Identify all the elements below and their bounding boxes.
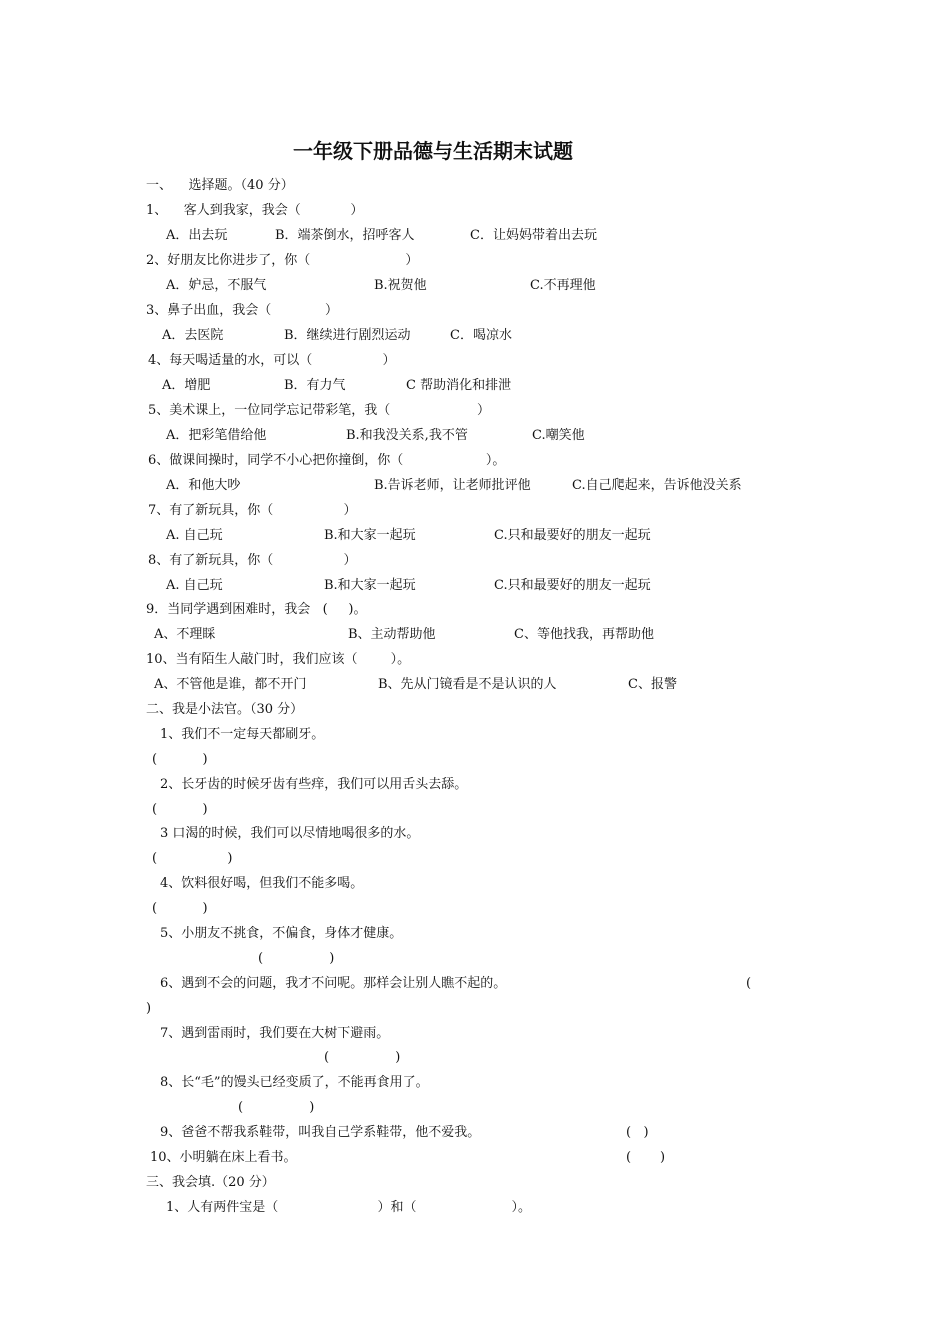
question-4-option-a: A．增肥 xyxy=(162,378,211,393)
question-9-option-c: C、等他找我，再帮助他 xyxy=(514,627,654,642)
question-4-option-b: B．有力气 xyxy=(284,378,346,393)
question-3-option-c: C．喝凉水 xyxy=(450,328,512,343)
question-2-option-a: A．妒忌，不服气 xyxy=(166,278,267,293)
question-10-option-b: B、先从门镜看是不是认识的人 xyxy=(378,677,557,692)
question-6-option-c: C.自己爬起来，告诉他没关系 xyxy=(572,478,742,493)
question-5-option-b: B.和我没关系,我不管 xyxy=(346,428,468,443)
question-10-option-a: A、不管他是谁，都不开门 xyxy=(154,677,307,692)
judge-10-statement: 10、小明躺在床上看书。 xyxy=(150,1150,297,1165)
page-title: 一年级下册品德与生活期末试题 xyxy=(293,139,573,163)
judge-5-statement: 5、小朋友不挑食，不偏食，身体才健康。 xyxy=(160,926,403,941)
section-heading-judge: 二、我是小法官。（30 分） xyxy=(146,702,304,717)
question-4-option-c: C 帮助消化和排泄 xyxy=(406,378,512,393)
judge-8-answer-blank: ( ) xyxy=(238,1100,315,1115)
question-3-option-a: A．去医院 xyxy=(162,328,224,343)
question-5-stem: 5、美术课上，一位同学忘记带彩笔，我（ ） xyxy=(148,403,491,418)
judge-5-answer-blank: ( ) xyxy=(258,951,335,966)
judge-6-answer-open: ( xyxy=(746,976,752,991)
judge-6-statement: 6、遇到不会的问题，我才不问呢。那样会让别人瞧不起的。 xyxy=(160,976,507,991)
question-2-stem: 2、好朋友比你进步了，你（ ） xyxy=(146,253,419,268)
question-6-option-a: A．和他大吵 xyxy=(166,478,241,493)
question-9-stem: 9．当同学遇到困难时，我会 ( )。 xyxy=(146,602,367,617)
question-8-option-c: C.只和最要好的朋友一起玩 xyxy=(494,578,651,593)
question-9-option-a: A、不理睬 xyxy=(154,627,216,642)
section-heading-choice: 一、 选择题。（40 分） xyxy=(146,178,294,193)
question-6-option-b: B.告诉老师，让老师批评他 xyxy=(374,478,531,493)
question-8-stem: 8、有了新玩具，你（ ） xyxy=(148,553,357,568)
question-7-option-c: C.只和最要好的朋友一起玩 xyxy=(494,528,651,543)
question-3-option-b: B．继续进行剧烈运动 xyxy=(284,328,411,343)
question-7-option-b: B.和大家一起玩 xyxy=(324,528,416,543)
judge-9-statement: 9、爸爸不帮我系鞋带，叫我自己学系鞋带，他不爱我。 xyxy=(160,1125,481,1140)
question-2-option-c: C.不再理他 xyxy=(530,278,596,293)
question-1-option-b: B．端茶倒水，招呼客人 xyxy=(275,228,415,243)
question-2-option-b: B.祝贺他 xyxy=(374,278,427,293)
judge-2-answer-blank: ( ) xyxy=(152,802,208,817)
judge-8-statement: 8、长“毛”的馒头已经变质了，不能再食用了。 xyxy=(160,1075,429,1090)
question-3-stem: 3、鼻子出血，我会（ ） xyxy=(146,303,338,318)
judge-7-statement: 7、遇到雷雨时，我们要在大树下避雨。 xyxy=(160,1026,390,1041)
question-1-option-a: A．出去玩 xyxy=(166,228,228,243)
question-7-stem: 7、有了新玩具，你（ ） xyxy=(148,503,357,518)
judge-1-answer-blank: ( ) xyxy=(152,752,208,767)
judge-7-answer-blank: ( ) xyxy=(324,1050,401,1065)
question-8-option-b: B.和大家一起玩 xyxy=(324,578,416,593)
judge-4-answer-blank: ( ) xyxy=(152,901,208,916)
question-4-stem: 4、每天喝适量的水，可以（ ） xyxy=(148,353,396,368)
question-1-option-c: C．让妈妈带着出去玩 xyxy=(470,228,597,243)
question-1-stem: 1、 客人到我家，我会（ ） xyxy=(146,203,364,218)
judge-2-statement: 2、长牙齿的时候牙齿有些痒，我们可以用舌头去舔。 xyxy=(160,777,468,792)
question-10-option-c: C、报警 xyxy=(628,677,677,692)
question-5-option-c: C.嘲笑他 xyxy=(532,428,585,443)
judge-3-answer-blank: ( ) xyxy=(152,851,233,866)
question-10-stem: 10、当有陌生人敲门时，我们应该（ ）。 xyxy=(146,652,411,667)
judge-1-statement: 1、我们不一定每天都刷牙。 xyxy=(160,727,325,742)
judge-4-statement: 4、饮料很好喝，但我们不能多喝。 xyxy=(160,876,364,891)
judge-9-answer-blank: ( ) xyxy=(626,1125,649,1140)
question-9-option-b: B、主动帮助他 xyxy=(348,627,436,642)
question-6-stem: 6、做课间操时，同学不小心把你撞倒，你（ ）。 xyxy=(148,453,506,468)
judge-6-answer-close: ) xyxy=(146,1001,152,1016)
judge-10-answer-blank: ( ) xyxy=(626,1150,666,1165)
question-8-option-a: A. 自己玩 xyxy=(166,578,223,593)
section-heading-fill: 三、我会填.（20 分） xyxy=(146,1175,275,1190)
question-5-option-a: A．把彩笔借给他 xyxy=(166,428,267,443)
fill-1-statement: 1、人有两件宝是（ ）和（ ）。 xyxy=(166,1200,531,1215)
question-7-option-a: A. 自己玩 xyxy=(166,528,223,543)
judge-3-statement: 3 口渴的时候，我们可以尽情地喝很多的水。 xyxy=(160,826,420,841)
